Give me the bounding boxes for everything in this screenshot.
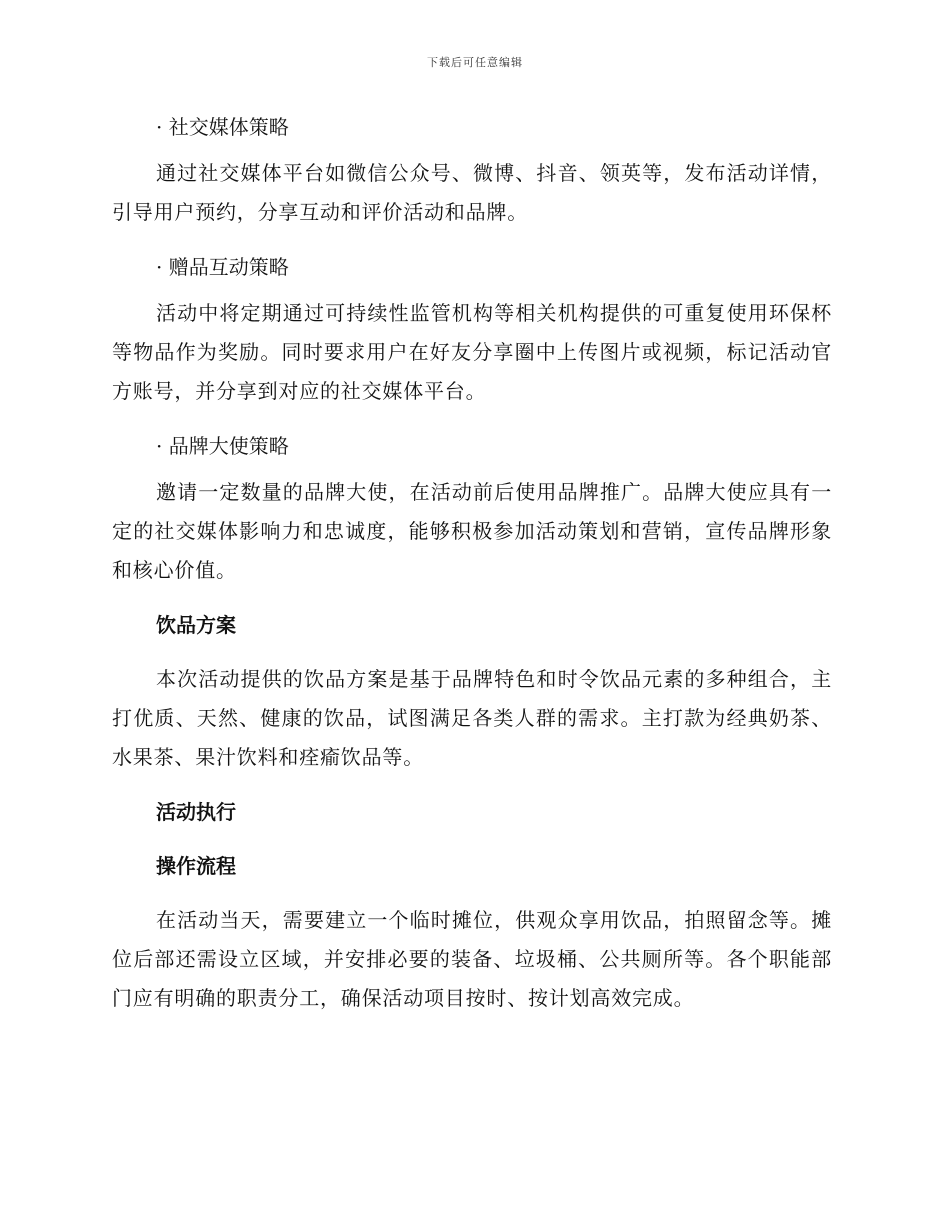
heading-drinks-plan: 饮品方案 (156, 613, 236, 637)
document-body (112, 108, 832, 1034)
bullet-brand-ambassador-strategy: · 品牌大使策略 (156, 434, 289, 458)
page-header: 下载后可任意编辑 (427, 56, 523, 69)
paragraph-brand-ambassador: 邀请一定数量的品牌大使，在活动前后使用品牌推广。品牌大使应具有一定的社交媒体影响力和忠诚度，能够积极参加活动策划和营销，宣传品牌形象和核心价值。 (112, 480, 832, 582)
paragraph-social-media: 通过社交媒体平台如微信公众号、微博、抖音、领英等，发布活动详情，引导用户预约，分享互动和评价活动和品牌。 (112, 161, 832, 224)
paragraph-operation-process: 在活动当天，需要建立一个临时摊位，供观众享用饮品，拍照留念等。摊位后部还需设立区域，并安排必要的装备、垃圾桶、公共厕所等。各个职能部门应有明确的职责分工，确保活动项目按时、按计划高效完成。 (112, 908, 832, 1010)
paragraph-gift-interaction: 活动中将定期通过可持续性监管机构等相关机构提供的可重复使用环保杯等物品作为奖励。同时要求用户在好友分享圈中上传图片或视频，标记活动官方账号，并分享到对应的社交媒体平台。 (112, 301, 832, 403)
bullet-social-media-strategy: · 社交媒体策略 (156, 115, 289, 139)
bullet-gift-interaction-strategy: · 赠品互动策略 (156, 255, 289, 279)
heading-event-execution: 活动执行 (156, 800, 236, 824)
heading-operation-process: 操作流程 (156, 854, 236, 878)
paragraph-drinks-plan: 本次活动提供的饮品方案是基于品牌特色和时令饮品元素的多种组合，主打优质、天然、健康的饮品，试图满足各类人群的需求。主打款为经典奶茶、水果茶、果汁饮料和痊瘉饮品等。 (112, 667, 832, 769)
